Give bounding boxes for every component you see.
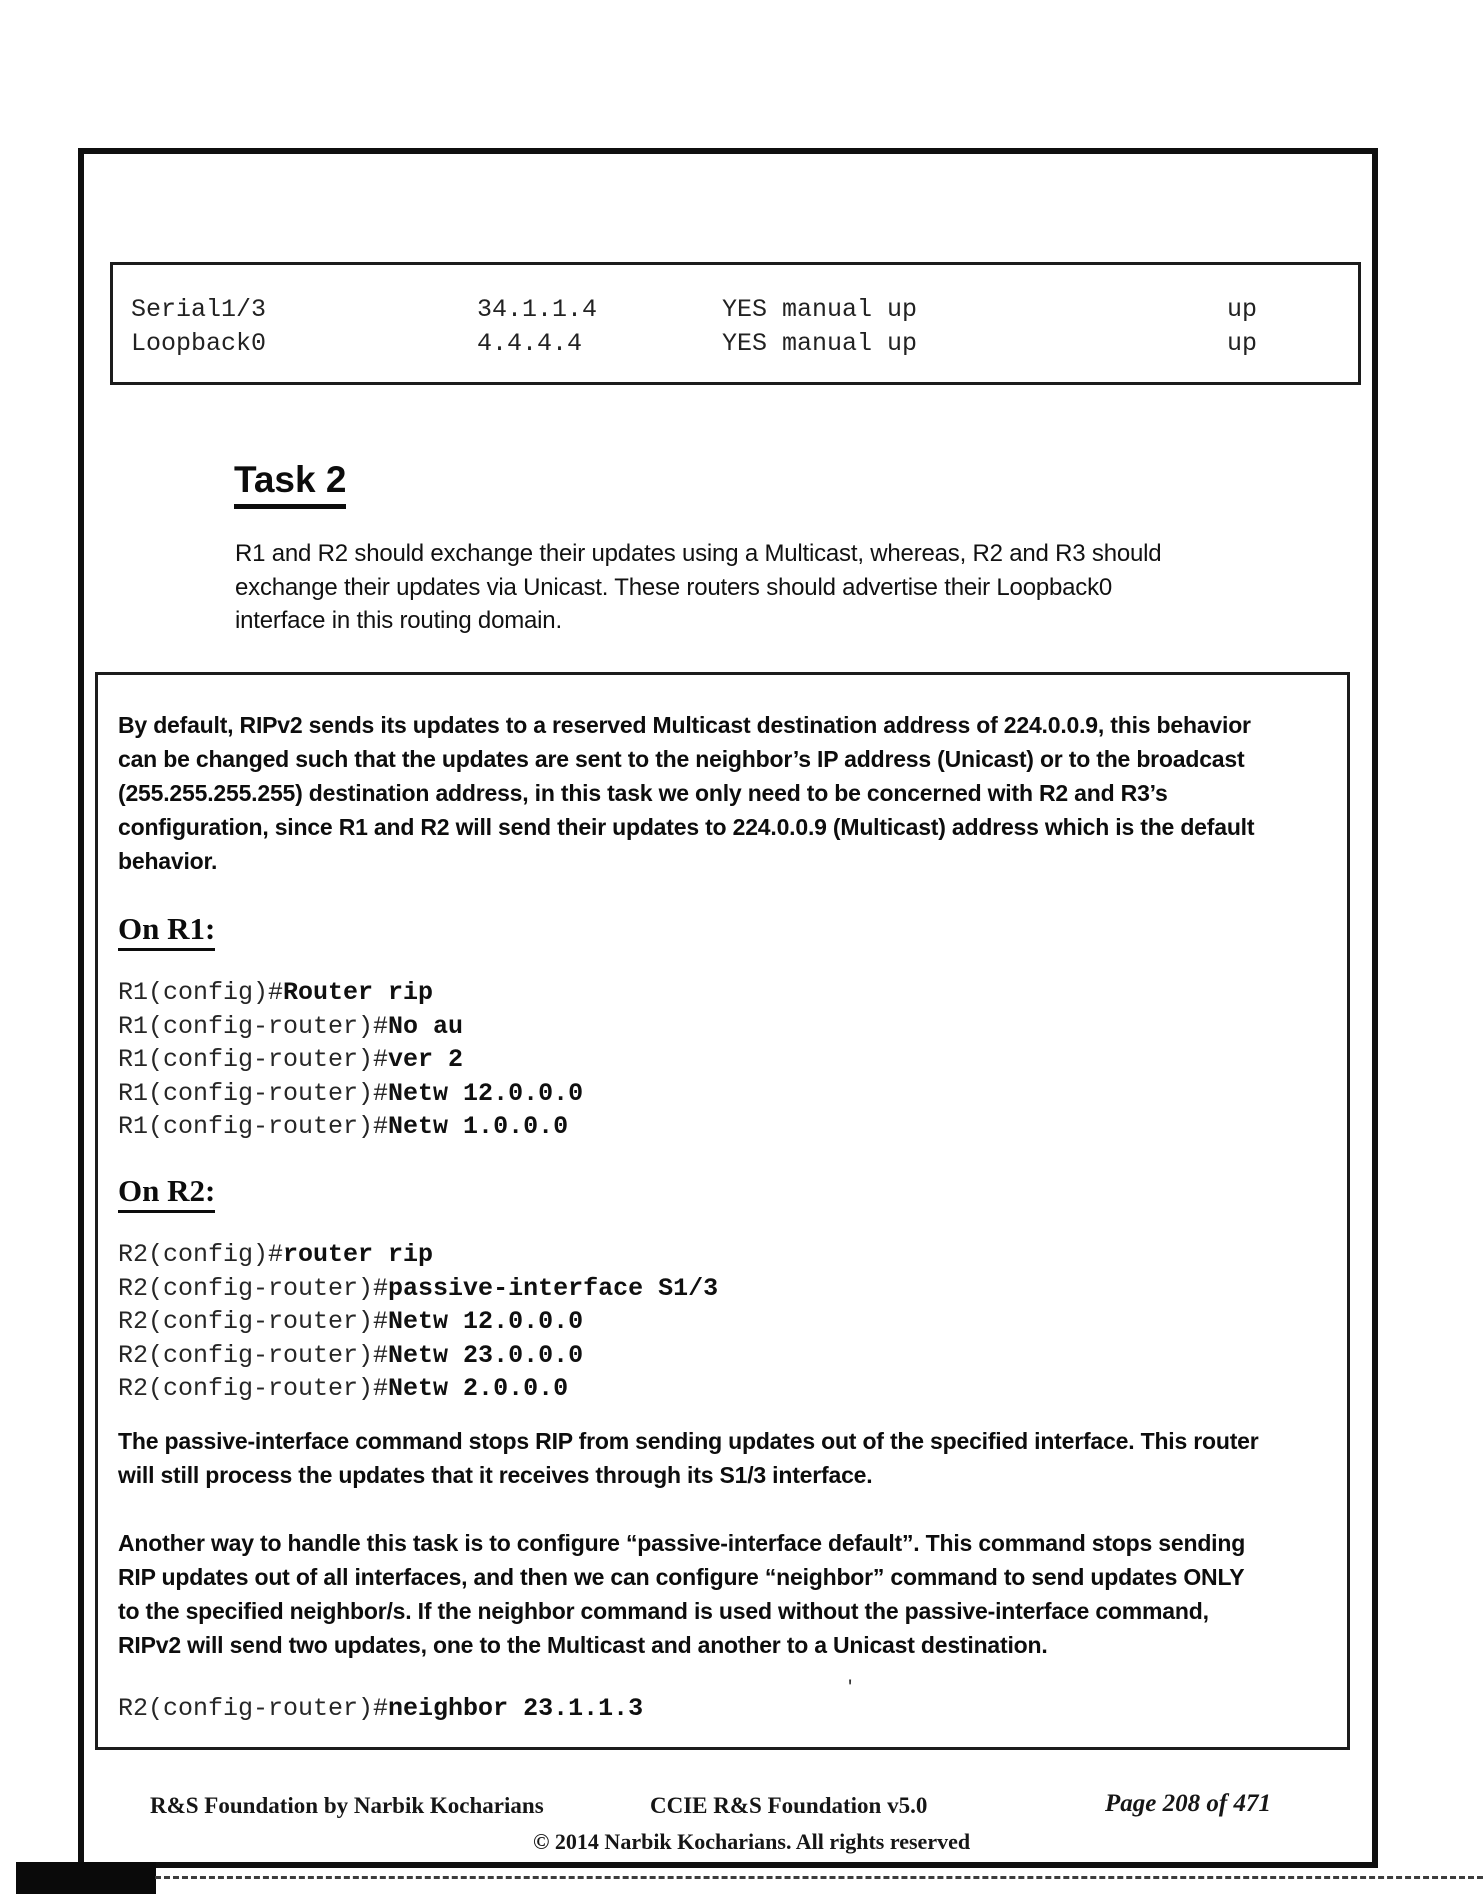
note-line: can be changed such that the updates are sent to the neighbor’s IP address (Unicast) or to the broadcast <box>118 746 1245 772</box>
code-command: Netw 2.0.0.0 <box>388 1374 569 1403</box>
code-line <box>118 1110 583 1144</box>
code-line <box>118 976 583 1010</box>
status-cell: YES manual up <box>722 295 918 324</box>
code-command: ver 2 <box>388 1045 464 1074</box>
code-command: Netw 23.0.0.0 <box>388 1340 584 1370</box>
note-line: RIP updates out of all interfaces, and then we can configure “neighbor” command to send updates ONLY <box>118 1564 1245 1590</box>
passive-interface-note <box>118 1424 1259 1492</box>
note-line: to the specified neighbor/s. If the neighbor command is used without the passive-interface command, <box>118 1598 1209 1624</box>
terminal-output-box <box>110 262 1361 385</box>
r1-config-block <box>118 976 583 1144</box>
code-prompt: R2(config)# <box>118 1240 284 1269</box>
interface-cell: Loopback0 <box>131 329 267 358</box>
task-description-line: interface in this routing domain. <box>235 607 562 634</box>
code-line <box>118 1010 583 1044</box>
code-line <box>118 1372 718 1406</box>
code-command: Netw 1.0.0.0 <box>388 1112 569 1141</box>
neighbor-command-line <box>118 1692 643 1726</box>
protocol-cell: up <box>1227 329 1258 358</box>
code-line <box>118 1339 718 1373</box>
code-line <box>118 1305 718 1339</box>
note-line: Another way to handle this task is to configure “passive-interface default”. This command stops sending <box>118 1530 1246 1556</box>
note-line: configuration, since R1 and R2 will send their updates to 224.0.0.9 (Multicast) address which is the default <box>118 814 1255 840</box>
status-cell: YES manual up <box>722 329 918 358</box>
code-prompt: R1(config-router)# <box>118 1011 389 1041</box>
code-prompt: R2(config-router)# <box>118 1374 389 1403</box>
note-line: behavior. <box>118 848 218 874</box>
footer-copyright: © 2014 Narbik Kocharians. All rights reserved <box>533 1829 971 1854</box>
task-heading: Task 2 <box>234 459 346 509</box>
code-command: passive-interface S1/3 <box>388 1273 719 1303</box>
note-line: By default, RIPv2 sends its updates to a reserved Multicast destination address of 224.0.0.9, this behavior <box>118 712 1251 738</box>
r2-config-block <box>118 1238 718 1406</box>
ip-address-cell: 34.1.1.4 <box>477 295 598 324</box>
footer-title: CCIE R&S Foundation v5.0 <box>650 1793 928 1818</box>
code-command: Netw 12.0.0.0 <box>388 1078 584 1108</box>
bottom-black-mark <box>16 1862 156 1894</box>
code-prompt: R1(config-router)# <box>118 1045 389 1074</box>
code-prompt: R1(config-router)# <box>118 1078 389 1108</box>
task-description <box>235 537 1161 638</box>
note-line: (255.255.255.255) destination address, in this task we only need to be concerned with R2 and R3’s <box>118 780 1168 806</box>
code-line <box>118 1043 583 1077</box>
note-intro-paragraph <box>118 708 1254 878</box>
terminal-row <box>113 329 1358 363</box>
code-command: Netw 12.0.0.0 <box>388 1307 584 1336</box>
footer-page-number: Page 208 of 471 <box>1105 1790 1271 1817</box>
bottom-dashed-line <box>155 1876 1483 1879</box>
note-line: will still process the updates that it receives through its S1/3 interface. <box>118 1462 873 1488</box>
note-line: RIPv2 will send two updates, one to the Multicast and another to a Unicast destination. <box>118 1632 1048 1658</box>
footer-author: R&S Foundation by Narbik Kocharians <box>150 1793 544 1818</box>
protocol-cell: up <box>1227 295 1258 324</box>
code-command: router rip <box>283 1240 434 1269</box>
code-line <box>118 1238 718 1272</box>
code-prompt: R1(config)# <box>118 978 284 1007</box>
code-line <box>118 1272 718 1306</box>
task-description-line: R1 and R2 should exchange their updates using a Multicast, whereas, R2 and R3 should <box>235 540 1162 567</box>
solution-box <box>95 672 1350 1750</box>
code-prompt: R2(config-router)# <box>118 1694 389 1723</box>
code-command: No au <box>388 1011 464 1041</box>
terminal-rows <box>113 295 1358 363</box>
code-prompt: R1(config-router)# <box>118 1112 389 1141</box>
terminal-row <box>113 295 1358 329</box>
interface-cell: Serial1/3 <box>131 295 267 324</box>
ip-address-cell: 4.4.4.4 <box>477 329 583 358</box>
note-line: The passive-interface command stops RIP from sending updates out of the specified interface. This router <box>118 1428 1259 1454</box>
code-line <box>118 1692 643 1726</box>
on-r2-heading: On R2: <box>118 1173 215 1213</box>
on-r1-heading: On R1: <box>118 911 215 951</box>
code-prompt: R2(config-router)# <box>118 1340 389 1370</box>
alternative-method-note <box>118 1526 1245 1662</box>
scan-artifact: ' <box>848 1675 853 1700</box>
code-line <box>118 1077 583 1111</box>
task-description-line: exchange their updates via Unicast. These routers should advertise their Loopback0 <box>235 573 1113 601</box>
code-command: neighbor 23.1.1.3 <box>388 1694 644 1723</box>
code-prompt: R2(config-router)# <box>118 1307 389 1336</box>
code-prompt: R2(config-router)# <box>118 1273 389 1303</box>
code-command: Router rip <box>283 978 434 1007</box>
